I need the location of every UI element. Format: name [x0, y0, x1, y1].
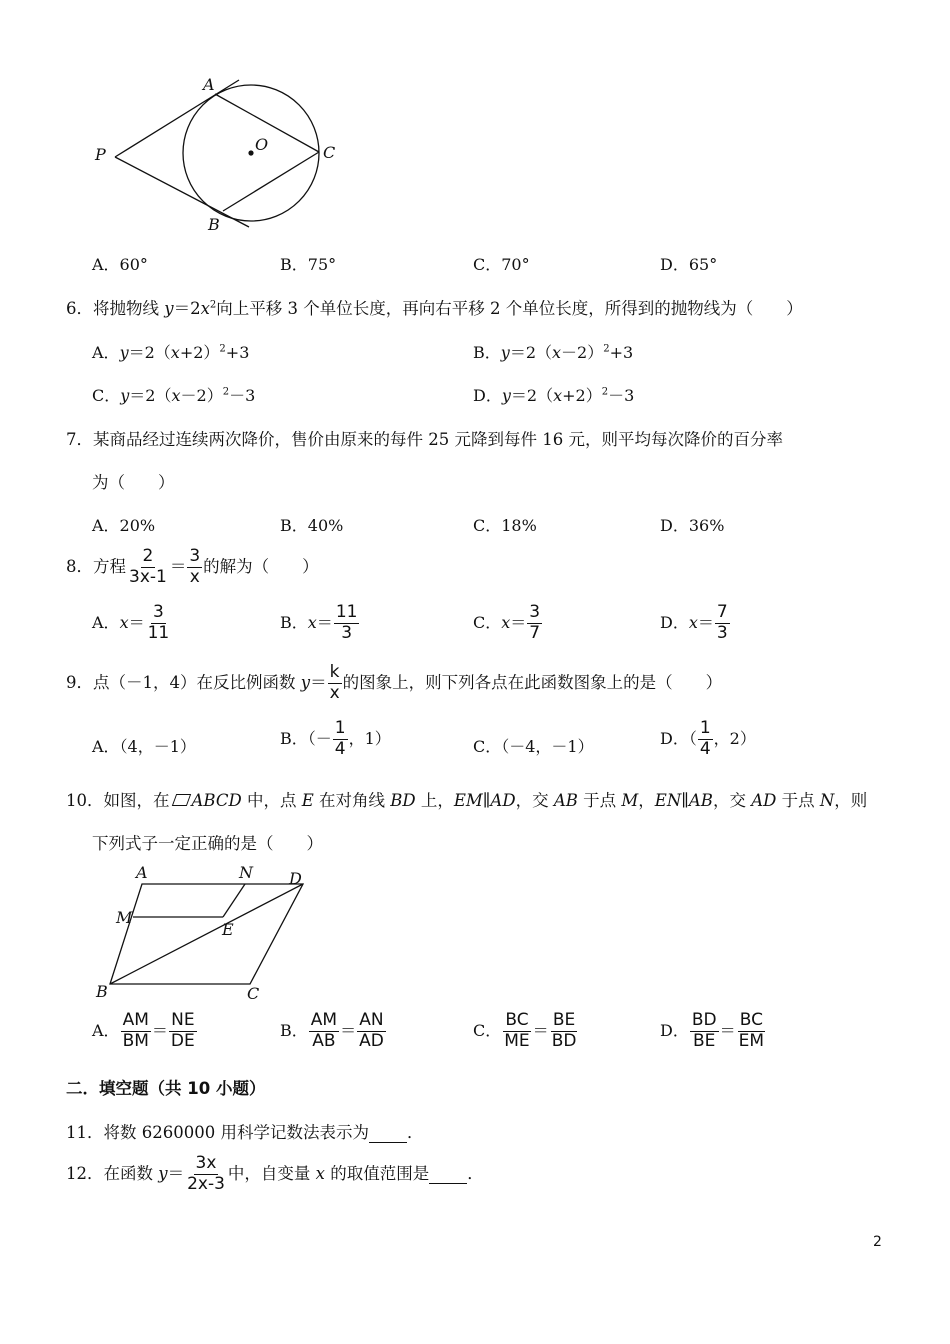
q8-fraction-left: $\frac{2}{3x-1}$: [129, 546, 167, 587]
q6-stem: 6．将抛物线 $y=2x^2$向上平移 3 个单位长度，再向右平移 2 个单位长度，所得到的抛物线为（ ）: [66, 299, 803, 318]
q6-option-a: A．$y=2(x+2)^2+3$: [92, 343, 250, 362]
label-a: A: [203, 75, 215, 94]
q6-option-b: B．$y=2(x-2)^2+3$: [473, 343, 634, 362]
q10-option-a: A． $\frac{AM}{BM}$ ＝ $\frac{NE}{DE}$: [92, 1010, 195, 1051]
label-a: A: [136, 863, 148, 882]
q5-option-b: B．75°: [280, 255, 337, 274]
q8-option-d: D．x＝ $\frac{7}{3}$: [660, 602, 728, 643]
q11-stem: 11．将数 6260000 用科学记数法表示为 ．: [66, 1123, 424, 1142]
answer-blank[interactable]: [429, 1164, 467, 1184]
center-point: [248, 150, 253, 155]
q7-stem-line1: 7．某商品经过连续两次降价，售价由原来的每件 25 元降到每件 16 元，则平均每次降价的百分率: [66, 430, 783, 449]
q9-fraction: $\frac{k}{x}$: [329, 662, 340, 703]
label-d: D: [289, 869, 302, 888]
segment-ne: [223, 884, 245, 917]
q5-option-d: D．65°: [660, 255, 718, 274]
q12-fraction: $\frac{3x}{2x-3}$: [187, 1153, 225, 1194]
q8-stem: 8．方程 $\frac{2}{3x-1}$ ＝ $\frac{3}{x}$ 的解为（ ）: [66, 546, 319, 587]
q8-option-c: C．x＝ $\frac{3}{7}$: [473, 602, 541, 643]
parallelogram-symbol: [171, 794, 190, 806]
page-number: 2: [873, 1234, 882, 1250]
label-p: P: [95, 145, 106, 164]
q7-option-d: D．36%: [660, 516, 725, 535]
q8-option-b: B．x＝ $\frac{11}{3}$: [280, 602, 358, 643]
label-n: N: [239, 863, 253, 882]
q10-option-c: C． $\frac{BC}{ME}$ ＝ $\frac{BE}{BD}$: [473, 1010, 577, 1051]
tangent-pa: [115, 80, 239, 157]
section-heading: 二．填空题（共 10 小题）: [66, 1079, 266, 1098]
q5-option-a: A．60°: [92, 255, 148, 274]
q9-option-d: D．（ $\frac{1}{4}$ ，2）: [660, 718, 756, 759]
q9-option-c: C．（－4，－1）: [473, 737, 594, 756]
q6-option-c: C．$y=2(x-2)^2-3$: [92, 386, 256, 405]
q10-option-b: B． $\frac{AM}{AB}$ ＝ $\frac{AN}{AD}$: [280, 1010, 384, 1051]
q9-option-a: A．（4，－1）: [92, 737, 196, 756]
label-b: B: [208, 215, 220, 234]
q10-option-d: D． $\frac{BD}{BE}$ ＝ $\frac{BC}{EM}$: [660, 1010, 765, 1051]
label-c: C: [247, 984, 260, 1003]
label-m: M: [116, 908, 133, 927]
q6-option-d: D．$y=2(x+2)^2-3$: [473, 386, 635, 405]
q7-option-b: B．40%: [280, 516, 344, 535]
parallelogram-figure: [90, 860, 320, 1005]
label-o: O: [255, 135, 269, 154]
q9-option-b: B．（－ $\frac{1}{4}$ ，1）: [280, 718, 391, 759]
q7-option-c: C．18%: [473, 516, 537, 535]
label-b: B: [96, 982, 108, 1001]
q7-stem-line2: 为（ ）: [92, 473, 175, 492]
q8-option-a: A．x＝ $\frac{3}{11}$: [92, 602, 170, 643]
q10-stem-line2: 下列式子一定正确的是（ ）: [92, 834, 323, 853]
answer-blank[interactable]: [369, 1123, 407, 1143]
diagonal-bd: [110, 884, 303, 984]
q9-stem: 9．点（－1，4）在反比例函数 y＝ $\frac{k}{x}$ 的图象上，则下列各点在此函数图象上的是（ ）: [66, 662, 723, 703]
q10-stem-line1: 10．如图，在 ABCD 中，点 E 在对角线 BD 上，EM∥AD，交 AB 于点 M，EN∥AB，交 AD 于点 N，则: [66, 791, 868, 810]
q12-stem: 12．在函数 y＝ $\frac{3x}{2x-3}$ 中，自变量 x 的取值范围是 ．: [66, 1153, 484, 1194]
q5-option-c: C．70°: [473, 255, 530, 274]
tangent-pb: [115, 157, 249, 227]
circle-tangent-figure: [85, 70, 355, 240]
label-e: E: [222, 920, 234, 939]
q7-option-a: A．20%: [92, 516, 156, 535]
label-c: C: [323, 143, 336, 162]
chord-bc: [223, 152, 319, 211]
q8-fraction-right: $\frac{3}{x}$: [189, 546, 201, 587]
